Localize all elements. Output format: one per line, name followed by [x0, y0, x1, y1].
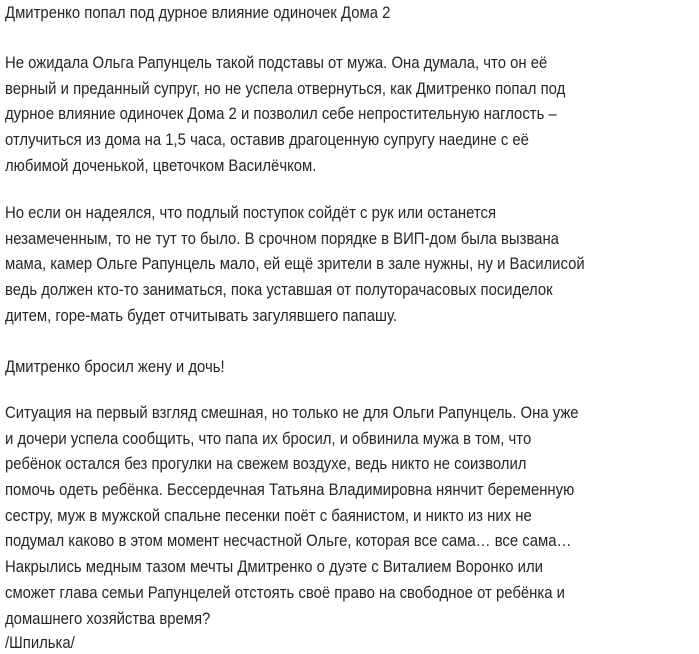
- text-line: Накрылись медным тазом мечты Дмитренко о дуэте с Виталием Воронко или: [5, 557, 543, 577]
- text-line: Не ожидала Ольга Рапунцель такой подставы от мужа. Она думала, что он её: [5, 53, 548, 72]
- text-line: мама, камер Ольге Рапунцель мало, ей ещё зрители в зале нужны, ну и Василисой: [5, 254, 585, 274]
- subheading: [5, 354, 256, 380]
- text-line: помочь одеть ребёнка. Бессердечная Татьяна Владимировна нянчит беременную: [5, 480, 575, 500]
- text-line: и дочери успела сообщить, что папа их бросил, и обвинила мужа в том, что: [5, 428, 532, 448]
- text-line: домашнего хозяйства время?: [5, 608, 211, 628]
- title-text: Дмитренко попал под дурное влияние одиночек Дома 2: [5, 3, 391, 22]
- article-title: [5, 0, 445, 26]
- text-line: незамеченным, то не тут то было. В срочном порядке в ВИП-дом была вызвана: [5, 228, 559, 248]
- paragraph-4: [5, 400, 661, 654]
- text-line: сестру, муж в мужской спальне песенки поёт с баянистом, и никто из них не: [5, 505, 532, 525]
- text-line: отлучиться из дома на 1,5 часа, оставив драгоценную супругу наедине с её: [5, 130, 529, 150]
- text-line: подумал каково в этом момент несчастной Ольге, которая все сама… все сама…: [5, 531, 572, 551]
- text-line: Дмитренко бросил жену и дочь!: [5, 357, 225, 376]
- text-line: ребёнок остался без прогулки на свежем воздухе, ведь никто не соизволил: [5, 454, 527, 474]
- text-line: дурное влияние одиночек Дома 2 и позволил себе непростительную наглость –: [5, 104, 557, 124]
- text-line: Но если он надеялся, что подлый поступок сойдёт с рук или останется: [5, 203, 497, 222]
- text-line: дитем, горе-мать будет отчитывать загулявшего папашу.: [5, 305, 398, 325]
- text-line: верный и преданный супруг, но не успела отвернуться, как Дмитренко попал под: [5, 78, 566, 98]
- text-line: сможет глава семьи Рапунцелей отстоять своё право на свободное от ребёнка и: [5, 582, 565, 602]
- signature: /Шпилька/: [5, 633, 75, 653]
- text-line: ведь должен кто-то заниматься, пока уставшая от полуторачасовых посиделок: [5, 280, 553, 300]
- text-line: любимой доченькой, цветочком Василёчком.: [5, 155, 317, 175]
- paragraph-1: [5, 50, 645, 178]
- text-line: Ситуация на первый взгляд смешная, но только не для Ольги Рапунцель. Она уже: [5, 403, 579, 422]
- paragraph-2: [5, 200, 668, 328]
